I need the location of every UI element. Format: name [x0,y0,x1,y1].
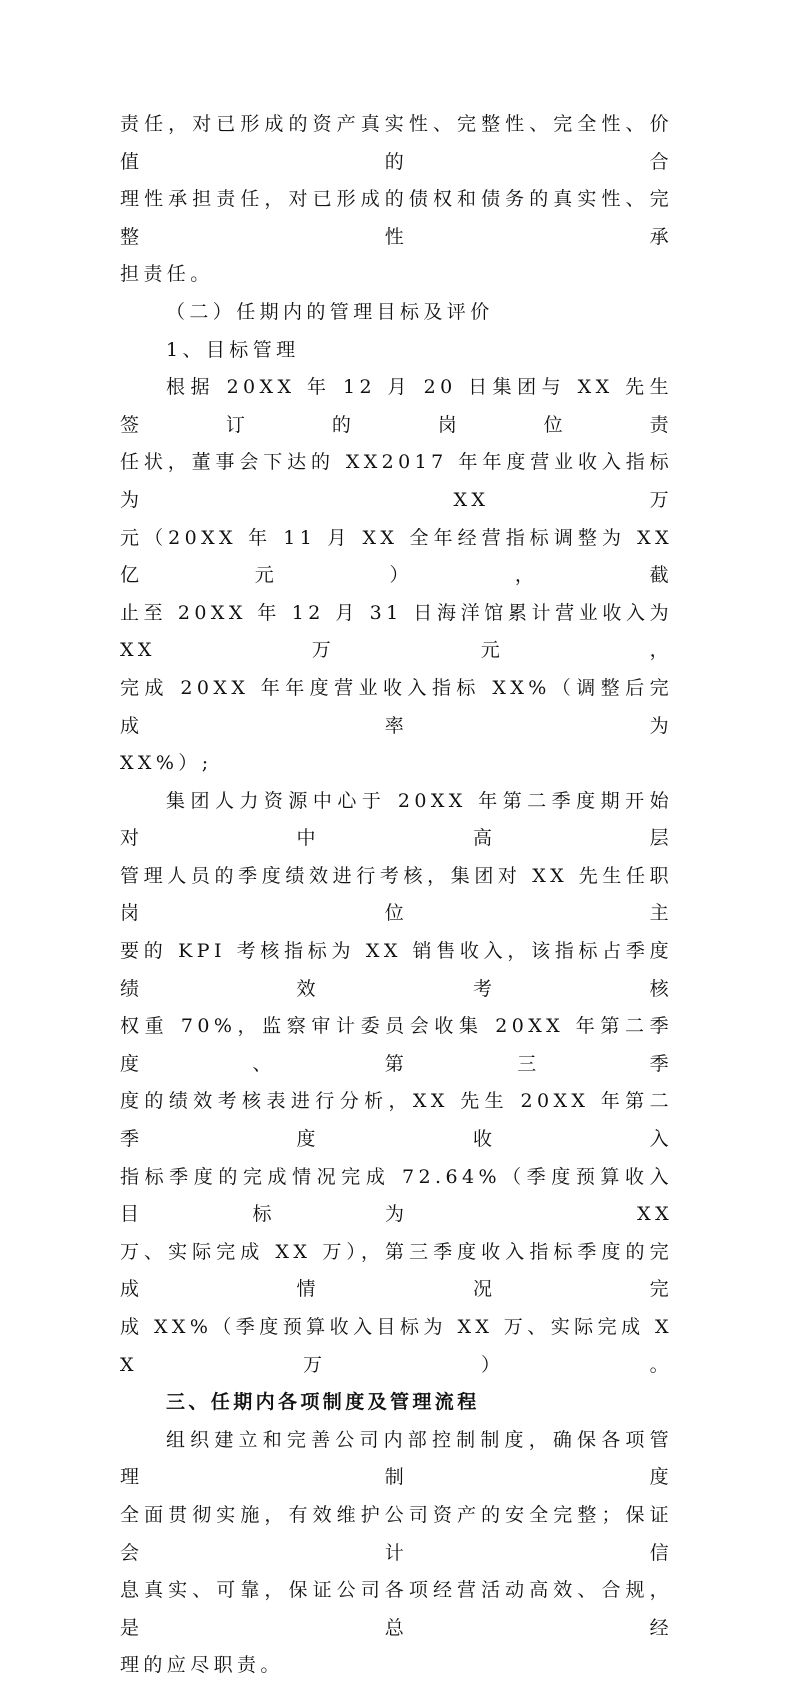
paragraph-annual-revenue-target [120,369,673,783]
text-line: 集团人力资源中心于 20XX 年第二季度期开始对中高层 [120,789,673,850]
text-line: 理性承担责任，对已形成的债权和债务的真实性、完整性承 [120,188,673,248]
text-line: 担责任。 [120,263,214,286]
text-line: 成 XX%（季度预算收入目标为 XX 万、实际完成 XX 万）。 [120,1316,673,1376]
subheading-management-goals [120,294,673,332]
document-page [120,106,673,1685]
section-heading-systems-and-processes [120,1384,673,1422]
text-line: （二）任期内的管理目标及评价 [166,300,494,323]
text-line: 度的绩效考核表进行分析，XX 先生 20XX 年第二季度收入 [120,1090,673,1151]
text-line: 1、目标管理 [166,338,300,361]
text-line: 责任，对已形成的资产真实性、完整性、完全性、价值的合 [120,113,673,173]
text-line: 管理人员的季度绩效进行考核，集团对 XX 先生任职岗位主 [120,864,673,925]
text-line: 指标季度的完成情况完成 72.64%（季度预算收入目标为 XX [120,1165,673,1226]
text-line: 息真实、可靠，保证公司各项经营活动高效、合规，是总经 [120,1579,673,1639]
text-line: 组织建立和完善公司内部控制制度，确保各项管理制度 [120,1428,673,1489]
text-line: 权重 70%，监察审计委员会收集 20XX 年第二季度、第三季 [120,1015,673,1075]
text-line: 理的应尽职责。 [120,1654,284,1677]
text-line: 根据 20XX 年 12 月 20 日集团与 XX 先生签订的岗位责 [120,376,673,436]
text-line: 元（20XX 年 11 月 XX 全年经营指标调整为 XX 亿元），截 [120,526,673,587]
subheading-goal-management [120,332,673,370]
paragraph-quarterly-kpi-assessment [120,783,673,1385]
text-line: 万、实际完成 XX 万），第三季度收入指标季度的完成情况完 [120,1240,673,1301]
text-line: 完成 20XX 年年度营业收入指标 XX%（调整后完成率为 [120,676,673,737]
text-line: 全面贯彻实施，有效维护公司资产的安全完整；保证会计信 [120,1503,673,1564]
paragraph-internal-control [120,1422,673,1685]
paragraph-responsibility-continuation [120,106,673,294]
text-line: 止至 20XX 年 12 月 31 日海洋馆累计营业收入为 XX 万元， [120,601,673,662]
text-line: 任状，董事会下达的 XX2017 年年度营业收入指标为 XX 万 [120,451,673,511]
text-line: 要的 KPI 考核指标为 XX 销售收入，该指标占季度绩效考核 [120,940,673,1000]
text-line: 三、任期内各项制度及管理流程 [166,1391,480,1414]
text-line: XX%）; [120,752,213,775]
